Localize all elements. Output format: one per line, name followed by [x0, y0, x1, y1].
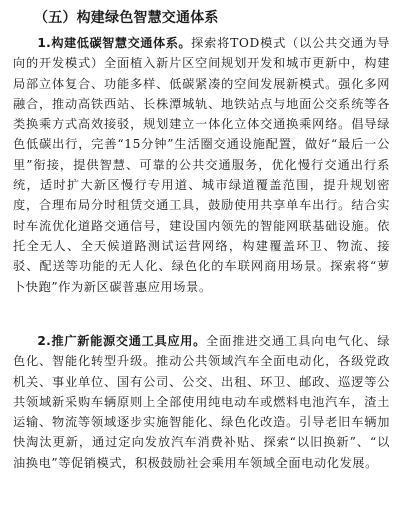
item-2-body: 全面推进交通工具向电气化、绿色化、智能化转型升级。推动公共领域汽车全面电动化，各级党政机关、事业单位、国有公司、公交、出租、环卫、邮政、巡逻等公共领域新采购车辆原则上全部使用纯电动车或燃料电池汽车，渣土运输、物流等领域逐步实施智能化、绿色化改造。引导老旧车辆加快淘汰更新，通过定向发放汽车消费补贴、探索“以旧换新”、“以油换电”等促销模式，积极鼓励社会乘用车领域全面电动化发展。 — [13, 334, 391, 470]
paragraph-low-carbon-transport — [13, 33, 390, 297]
item-1-body: 探索将TOD模式（以公共交通为导向的开发模式）全面植入新片区空间规划开发和城市更新中，构建局部立体复合、功能多样、低碳紧凑的空间发展新模式。强化多网融合，推动高铁西站、长株潭城轨、地铁站点与地面公交系统等各类换乘方式高效接驳，规划建立一体化立体交通换乘网络。倡导绿色低碳出行，完善“15分钟”生活圈交通设施配置，做好“最后一公里”衔接，提供智慧、可靠的公共交通服务，优化慢行交通出行系统，适时扩大新区慢行专用道、城市绿道覆盖范围，提升规划密度，合理布局分时租赁交通工具，鼓励使用共享单车出行。结合实时车流优化道路交通信号，建设国内领先的智能网联基础设施。依托全无人、全天候道路测试运营网络，构建覆盖环卫、物流、接驳、配送等功能的无人化、绿色化的车联网商用场景。探索将“萝卜快跑”作为新区碳普惠应用场景。 — [13, 36, 390, 294]
paragraph-new-energy-vehicles — [13, 331, 390, 473]
item-2-heading: 2.推广新能源交通工具应用。 — [37, 334, 206, 348]
section-heading: （五）构建绿色智慧交通体系 — [34, 10, 219, 26]
item-1-heading: 1.构建低碳智慧交通体系。 — [37, 36, 192, 50]
